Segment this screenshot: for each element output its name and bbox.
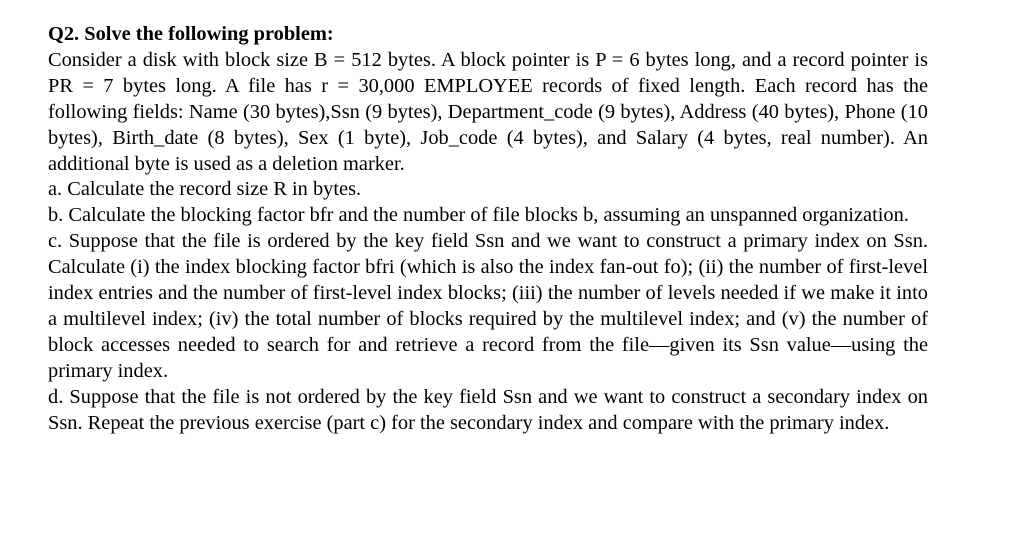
problem-intro: Consider a disk with block size B = 512 bytes. A block pointer is P = 6 bytes long, and a record pointer is PR = 7 bytes long. A file has r = 30,000 EMPLOYEE records of fixed length. Each record has the following fields: Name (30 bytes),Ssn (9 bytes), Department_code (9 bytes), Address (40 bytes), Phone (10 bytes), Birth_date (8 bytes), Sex (1 byte), Job_code (4 bytes), and Salary (4 bytes, real number). An additional byte is used as a deletion marker. <box>48 48 928 175</box>
part-b: b. Calculate the blocking factor bfr and the number of file blocks b, assuming an unspanned organization. <box>48 204 909 227</box>
part-a: a. Calculate the record size R in bytes. <box>48 178 362 201</box>
question-document <box>48 22 928 437</box>
part-d: d. Suppose that the file is not ordered by the key field Ssn and we want to construct a secondary index on Ssn. Repeat the previous exercise (part c) for the secondary index and compare with the primary index. <box>48 385 928 434</box>
part-c: c. Suppose that the file is ordered by the key field Ssn and we want to construct a primary index on Ssn. Calculate (i) the index blocking factor bfri (which is also the index fan-out fo); (ii) the number of first-level index entries and the number of first-level index blocks; (iii) the number of levels needed if we make it into a multilevel index; (iv) the total number of blocks required by the multilevel index; and (v) the number of block accesses needed to search for and retrieve a record from the file—given its Ssn value—using the primary index. <box>48 230 928 382</box>
question-title: Q2. Solve the following problem: <box>48 23 334 45</box>
